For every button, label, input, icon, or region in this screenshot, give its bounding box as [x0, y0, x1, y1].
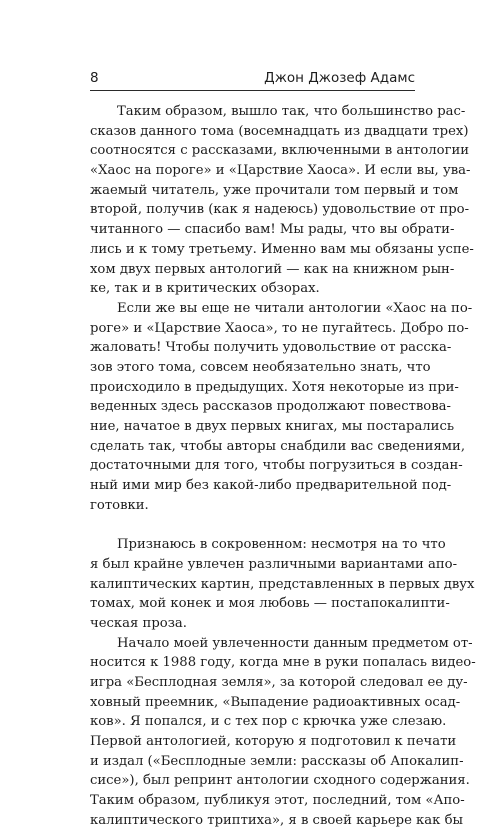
text-line: Признаюсь в сокровенном: несмотря на то что — [117, 537, 446, 553]
text-line: готовки. — [90, 497, 149, 513]
text-line: я был крайне увлечен различными вариантами апо- — [90, 556, 458, 572]
text-line: ховный преемник, «Выпадение радиоактивных осад- — [90, 694, 461, 710]
text-line: сисе»), был репринт антологии сходного содержания. — [90, 773, 470, 789]
text-line: зов этого тома, совсем необязательно знать, что — [90, 359, 431, 375]
text-line: достаточными для того, чтобы погрузиться в создан- — [90, 458, 463, 474]
text-line: сказов данного тома (восемнадцать из двадцати трех) — [90, 123, 469, 139]
paragraph — [90, 535, 475, 633]
text-line: калиптических картин, представленных в первых двух — [90, 576, 475, 592]
text-line: второй, получив (как я надеюсь) удовольствие от про- — [90, 202, 470, 218]
text-line: происходило в предыдущих. Хотя некоторые из при- — [90, 379, 459, 395]
text-line: Первой антологией, которую я подготовил к печати — [90, 734, 457, 749]
text-line: «Хаос на пороге» и «Царствие Хаоса». И если вы, ува- — [90, 163, 471, 179]
text-line: ние, начатое в двух первых книгах, мы постарались — [90, 419, 455, 434]
paragraph — [90, 634, 476, 830]
text-line: Начало моей увлеченности данным предметом от- — [117, 635, 473, 651]
text-line: и издал («Бесплодные земли: рассказы об Апокалип- — [90, 753, 464, 769]
text-line: ке, так и в критических обзорах. — [90, 281, 320, 297]
body-text — [90, 102, 476, 830]
text-line: сделать так, чтобы авторы снабдили вас сведениями, — [90, 438, 466, 454]
header-rule — [90, 90, 415, 91]
paragraph — [90, 299, 473, 516]
text-line: томах, мой конек и моя любовь — постапокалипти- — [90, 596, 450, 612]
running-header — [90, 70, 415, 90]
text-line: носится к 1988 году, когда мне в руки попалась видео- — [90, 655, 476, 671]
text-line: Таким образом, вышло так, что большинство рас- — [117, 104, 466, 119]
text-line: веденных здесь рассказов продолжают повествова- — [90, 399, 451, 415]
section-break — [90, 515, 415, 535]
text-line: жаемый читатель, уже прочитали том первый и том — [90, 182, 459, 198]
text-line: Если же вы еще не читали антологии «Хаос на по- — [117, 300, 473, 316]
text-line: роге» и «Царствие Хаоса», то не пугайтесь. Добро по- — [90, 320, 469, 336]
text-line: хом двух первых антологий — как на книжном рын- — [90, 261, 455, 277]
text-line: ческая проза. — [90, 615, 187, 631]
paragraph — [90, 102, 474, 299]
text-line: лись и к тому третьему. Именно вам мы обязаны успе- — [90, 241, 474, 257]
text-line: читанного — спасибо вам! Мы рады, что вы обрати- — [90, 222, 455, 238]
running-header-author: Джон Джозеф Адамс — [264, 70, 415, 86]
text-line: Таким образом, публикуя этот, последний, том «Апо- — [90, 793, 465, 809]
text-line: игра «Бесплодная земля», за которой следовал ее ду- — [90, 674, 468, 690]
text-line: ков». Я попался, и с тех пор с крючка уже слезаю. — [90, 714, 447, 730]
text-line: жаловать! Чтобы получить удовольствие от расска- — [90, 340, 452, 356]
page-number: 8 — [90, 70, 99, 86]
text-line: калиптического триптиха», я в своей карьере как бы — [90, 812, 464, 828]
text-line: ный ими мир без какой-либо предварительной под- — [90, 478, 452, 494]
text-line: соотносятся с рассказами, включенными в антологии — [90, 143, 470, 159]
